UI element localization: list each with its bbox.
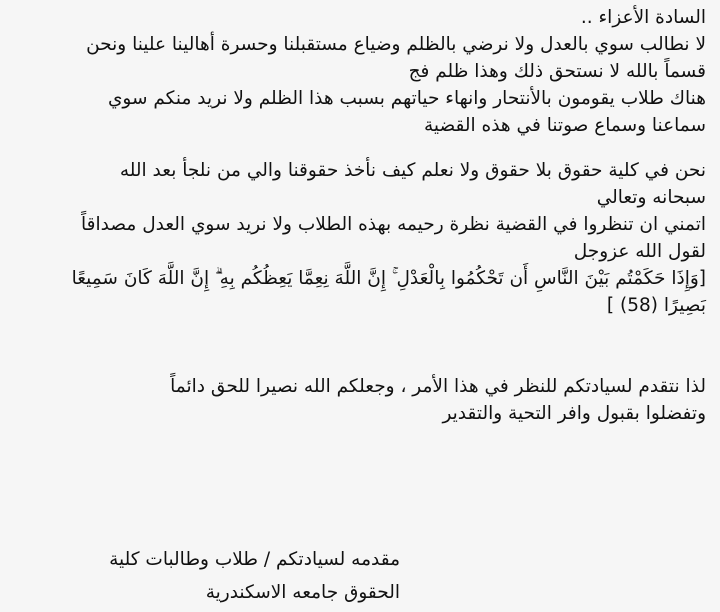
salutation: السادة الأعزاء .. xyxy=(580,7,706,28)
text-line: سبحانه وتعالي xyxy=(596,187,706,208)
signature-block xyxy=(109,543,400,609)
signature-line: الحقوق جامعه الاسكندرية xyxy=(205,582,400,603)
text-line: هناك طلاب يقومون بالأنتحار وانهاء حياتهم بسبب هذا الظلم ولا نريد منكم سوي xyxy=(107,88,706,109)
text-line: وتفضلوا بقبول وافر التحية والتقدير xyxy=(442,403,706,424)
text-line: لقول الله عزوجل xyxy=(573,241,706,262)
quran-verse-line: بَصِيرًا (58) ] xyxy=(606,295,706,316)
text-line: سماعنا وسماع صوتنا في هذه القضية xyxy=(423,115,706,136)
paragraph-closing xyxy=(40,373,706,427)
quran-verse-line: [وَإِذَا حَكَمْتُم بَيْنَ النَّاسِ أَن تَحْكُمُوا بِالْعَدْلِ ۚ إِنَّ اللَّهَ نِعِمَّا يَعِظُكُم بِهِ ۗ إِنَّ اللَّهَ كَانَ سَمِيعًا xyxy=(71,268,706,289)
text-line: قسماً بالله لا نستحق ذلك وهذا ظلم فج xyxy=(408,61,706,82)
text-line: لذا نتقدم لسيادتكم للنظر في هذا الأمر ، وجعلكم الله نصيرا للحق دائماً xyxy=(170,376,706,397)
paragraph-gap xyxy=(40,139,706,157)
text-line: لا نطالب سوي بالعدل ولا نرضي بالظلم وضياع مستقبلنا وحسرة أهالينا علينا ونحن xyxy=(86,34,706,55)
letter-body xyxy=(40,4,706,427)
paragraph-complaint xyxy=(40,31,706,139)
text-line: نحن في كلية حقوق بلا حقوق ولا نعلم كيف نأخذ حقوقنا والي من نلجأ بعد الله xyxy=(119,160,706,181)
signature-line: مقدمه لسيادتكم / طلاب وطالبات كلية xyxy=(109,549,400,570)
paragraph-gap xyxy=(40,319,706,373)
paragraph-plea xyxy=(40,157,706,319)
text-line: اتمني ان تنظروا في القضية نظرة رحيمه بهذه الطلاب ولا نريد سوي العدل مصداقاً xyxy=(81,214,706,235)
